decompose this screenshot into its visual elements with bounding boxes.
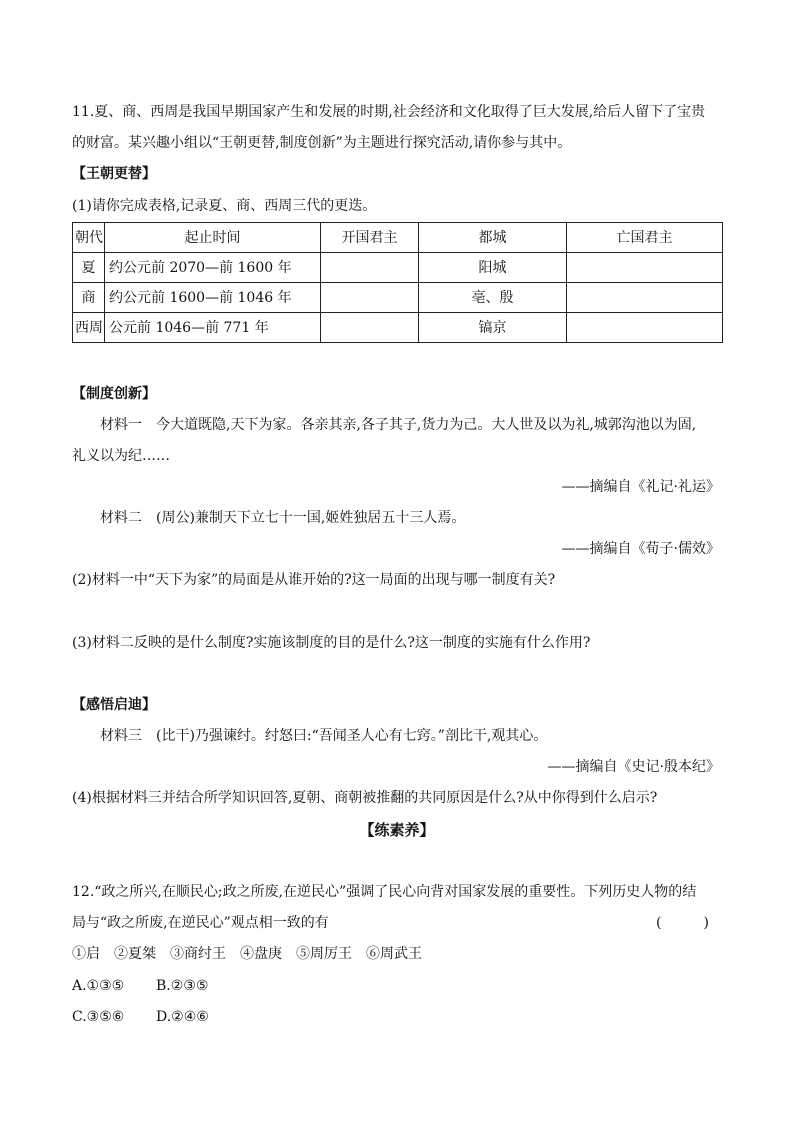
- q11-sub4: (4)根据材料三并结合所学知识回答,夏朝、商朝被推翻的共同原因是什么?从中你得到什么启示?: [72, 790, 658, 806]
- q11-sub2: (2)材料一中“天下为家”的局面是从谁开始的?这一局面的出现与哪一制度有关?: [72, 572, 556, 588]
- q12-stem-line1: 12.“政之所兴,在顺民心;政之所废,在逆民心”强调了民心向背对国家发展的重要性。下列历史人物的结: [72, 884, 697, 900]
- material-2: 材料二 (周公)兼制天下立七十一国,姬姓独居五十三人焉。: [100, 510, 466, 526]
- option-d[interactable]: D.②④⑥: [156, 1009, 209, 1025]
- table-cell: 公元前 1046—前 771 年: [105, 313, 321, 343]
- option-b[interactable]: B.②③⑤: [156, 978, 209, 994]
- answer-cell[interactable]: [321, 253, 419, 283]
- section-heading-dynasty: 【王朝更替】: [72, 166, 156, 182]
- q12-items: ①启 ②夏桀 ③商纣王 ④盘庚 ⑤周厉王 ⑥周武王: [72, 946, 422, 962]
- material-3: 材料三 (比干)乃强谏纣。纣怒曰:“吾闻圣人心有七窍。”剖比干,观其心。: [100, 728, 548, 744]
- q11-stem-line1: 11.夏、商、西周是我国早期国家产生和发展的时期,社会经济和文化取得了巨大发展,给后人留下了宝贵: [72, 104, 706, 120]
- answer-cell[interactable]: [567, 283, 723, 313]
- table-row: [73, 313, 723, 343]
- option-c[interactable]: C.③⑤⑥: [72, 1009, 125, 1025]
- material-1-line2: 礼义以为纪……: [72, 448, 170, 464]
- q11-sub3: (3)材料二反映的是什么制度?实施该制度的目的是什么?这一制度的实施有什么作用?: [72, 635, 591, 651]
- material-3-source: ——摘编自《史记·殷本纪》: [547, 759, 720, 775]
- table-cell: 镐京: [419, 313, 567, 343]
- q11-sub1: (1)请你完成表格,记录夏、商、西周三代的更迭。: [72, 198, 377, 214]
- dynasty-table: [72, 222, 723, 343]
- material-1-source: ——摘编自《礼记·礼运》: [561, 479, 720, 495]
- table-cell: 商: [73, 283, 105, 313]
- table-row: [73, 283, 723, 313]
- answer-cell[interactable]: [321, 283, 419, 313]
- answer-cell[interactable]: [567, 313, 723, 343]
- answer-cell[interactable]: [321, 313, 419, 343]
- table-cell: 夏: [73, 253, 105, 283]
- table-cell: 阳城: [419, 253, 567, 283]
- option-a[interactable]: A.①③⑤: [72, 978, 125, 994]
- table-row: [73, 253, 723, 283]
- table-header-cell: 都城: [419, 223, 567, 253]
- section-heading-insight: 【感悟启迪】: [72, 697, 156, 713]
- table-cell: 约公元前 1600—前 1046 年: [105, 283, 321, 313]
- section-heading-system: 【制度创新】: [72, 386, 156, 402]
- q11-stem-line2: 的财富。某兴趣小组以“王朝更替,制度创新”为主题进行探究活动,请你参与其中。: [72, 135, 572, 151]
- practice-heading: 【练素养】: [359, 821, 435, 839]
- table-cell: 亳、殷: [419, 283, 567, 313]
- answer-cell[interactable]: [567, 253, 723, 283]
- table-header-cell: 朝代: [73, 223, 105, 253]
- material-1-line1: 材料一 今大道既隐,天下为家。各亲其亲,各子其子,货力为己。大人世及以为礼,城郭沟池以为固,: [100, 417, 697, 433]
- table-cell: 西周: [73, 313, 105, 343]
- table-cell: 约公元前 2070—前 1600 年: [105, 253, 321, 283]
- answer-parenthesis[interactable]: ( ): [656, 915, 709, 931]
- q12-stem-line2: 局与“政之所废,在逆民心”观点相一致的有: [72, 915, 329, 931]
- table-header-cell: 起止时间: [105, 223, 321, 253]
- table-header-cell: 亡国君主: [567, 223, 723, 253]
- table-header-cell: 开国君主: [321, 223, 419, 253]
- material-2-source: ——摘编自《荀子·儒效》: [561, 541, 720, 557]
- table-header-row: [73, 223, 723, 253]
